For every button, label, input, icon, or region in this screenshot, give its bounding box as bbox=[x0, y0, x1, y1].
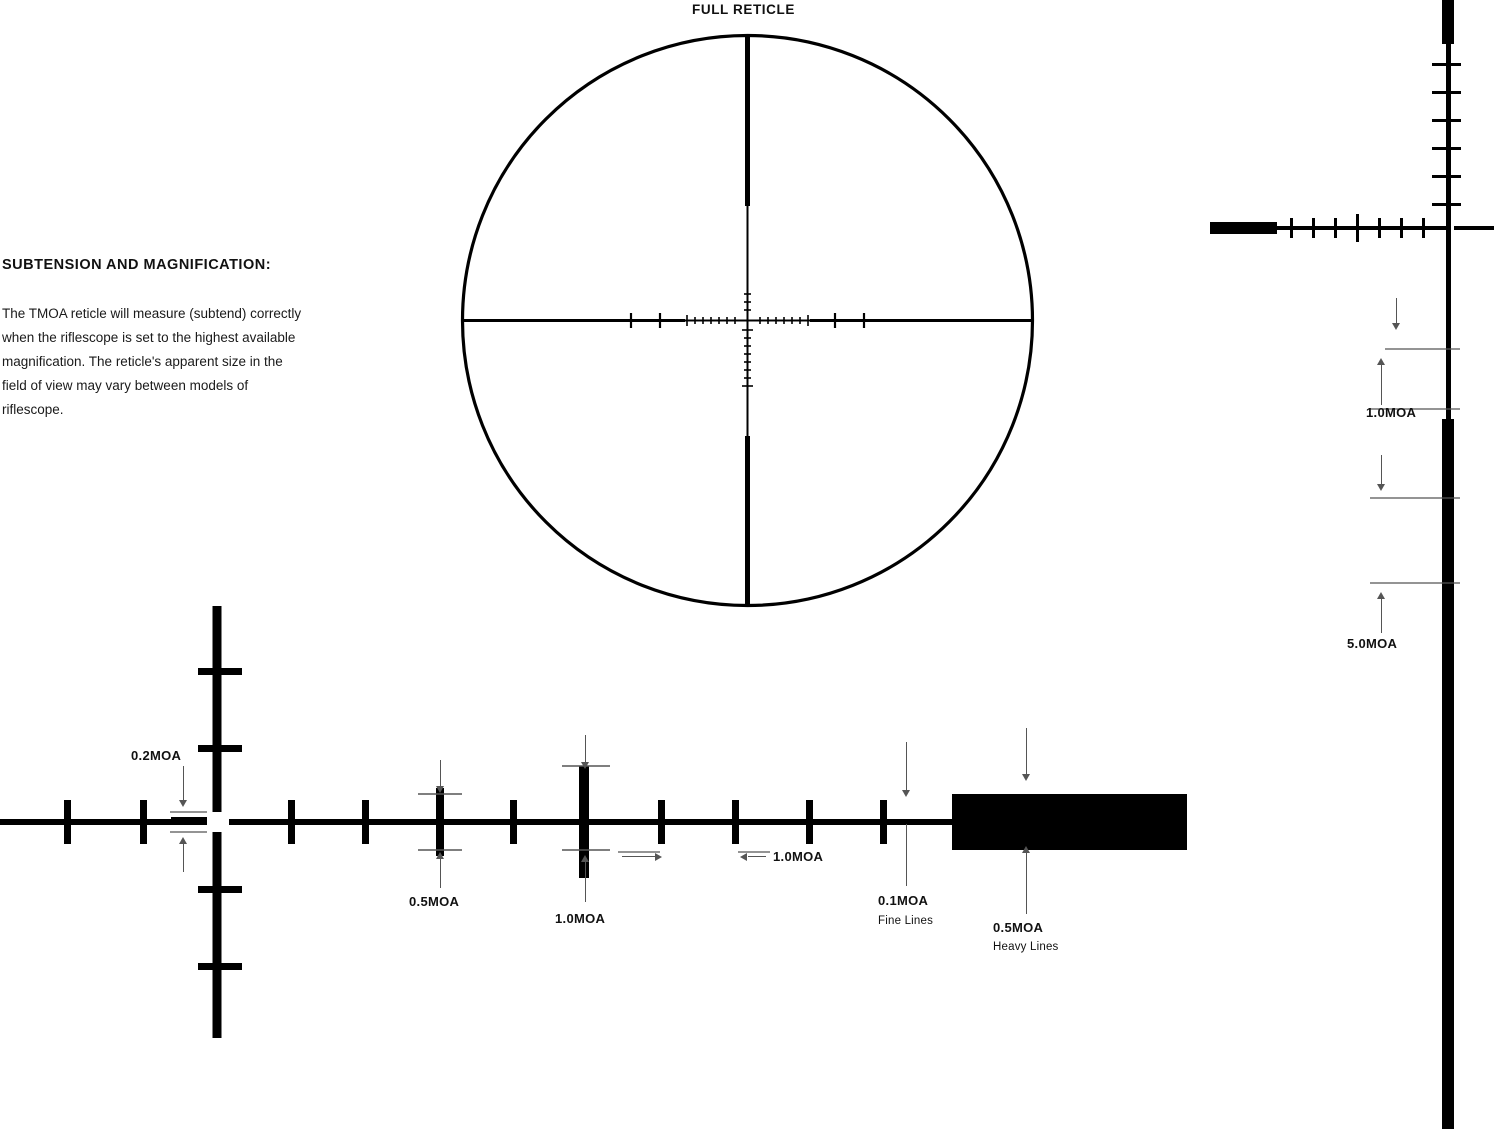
leader-line bbox=[1381, 597, 1382, 633]
leader-line bbox=[585, 735, 586, 765]
subtension-paragraph: The TMOA reticle will measure (subtend) correctly when the riflescope is set to the highest available magnification. The reticle's apparent size in the field of view may vary between models of riflescope. bbox=[2, 306, 302, 417]
arrow-down-icon bbox=[436, 786, 444, 793]
arrow-down-icon bbox=[1022, 774, 1030, 781]
arrow-down-icon bbox=[1392, 323, 1400, 330]
leader-line bbox=[1381, 455, 1382, 487]
leader-line bbox=[1396, 298, 1397, 326]
arrow-up-icon bbox=[1022, 846, 1030, 853]
leader-line bbox=[1381, 363, 1382, 405]
arrow-down-icon bbox=[179, 800, 187, 807]
leader-line bbox=[906, 824, 907, 886]
callout-0-2-moa: 0.2MOA bbox=[131, 748, 182, 763]
subtension-heading: SUBTENSION AND MAGNIFICATION: bbox=[2, 257, 272, 273]
callout-0-1-moa-sub: Fine Lines bbox=[878, 915, 934, 927]
leader-line bbox=[906, 742, 907, 792]
arrow-up-icon bbox=[179, 837, 187, 844]
callout-0-1-moa: 0.1MOA bbox=[878, 893, 929, 908]
arrow-up-icon bbox=[581, 855, 589, 862]
page-title: FULL RETICLE bbox=[692, 2, 795, 17]
arrow-right-icon bbox=[655, 853, 662, 861]
callout-0-5-moa-heavy-sub: Heavy Lines bbox=[993, 941, 1059, 953]
reticle-detail-vertical bbox=[1210, 0, 1496, 1129]
callout-1-0-moa-horizontal: 1.0MOA bbox=[773, 849, 824, 864]
callout-1-0-moa-vertical: 1.0MOA bbox=[555, 911, 606, 926]
arrow-left-icon bbox=[740, 853, 747, 861]
leader-line bbox=[622, 856, 658, 857]
arrow-down-icon bbox=[581, 762, 589, 769]
full-reticle-circle bbox=[455, 28, 1040, 613]
leader-line bbox=[440, 858, 441, 888]
leader-line bbox=[183, 842, 184, 872]
leader-line bbox=[1026, 852, 1027, 914]
leader-line bbox=[440, 760, 441, 788]
leader-line bbox=[183, 766, 184, 802]
callout-0-5-moa-heavy: 0.5MOA bbox=[993, 920, 1044, 935]
arrow-down-icon bbox=[902, 790, 910, 797]
callout-5-0-moa-right: 5.0MOA bbox=[1347, 636, 1398, 651]
arrow-up-icon bbox=[1377, 358, 1385, 365]
leader-line bbox=[585, 860, 586, 902]
arrow-down-icon bbox=[1377, 484, 1385, 491]
arrow-up-icon bbox=[436, 852, 444, 859]
reticle-detail-horizontal bbox=[0, 598, 1200, 1058]
leader-line bbox=[1026, 728, 1027, 776]
callout-1-0-moa-right: 1.0MOA bbox=[1366, 405, 1417, 420]
callout-0-5-moa: 0.5MOA bbox=[409, 894, 460, 909]
leader-line bbox=[748, 856, 766, 857]
arrow-up-icon bbox=[1377, 592, 1385, 599]
